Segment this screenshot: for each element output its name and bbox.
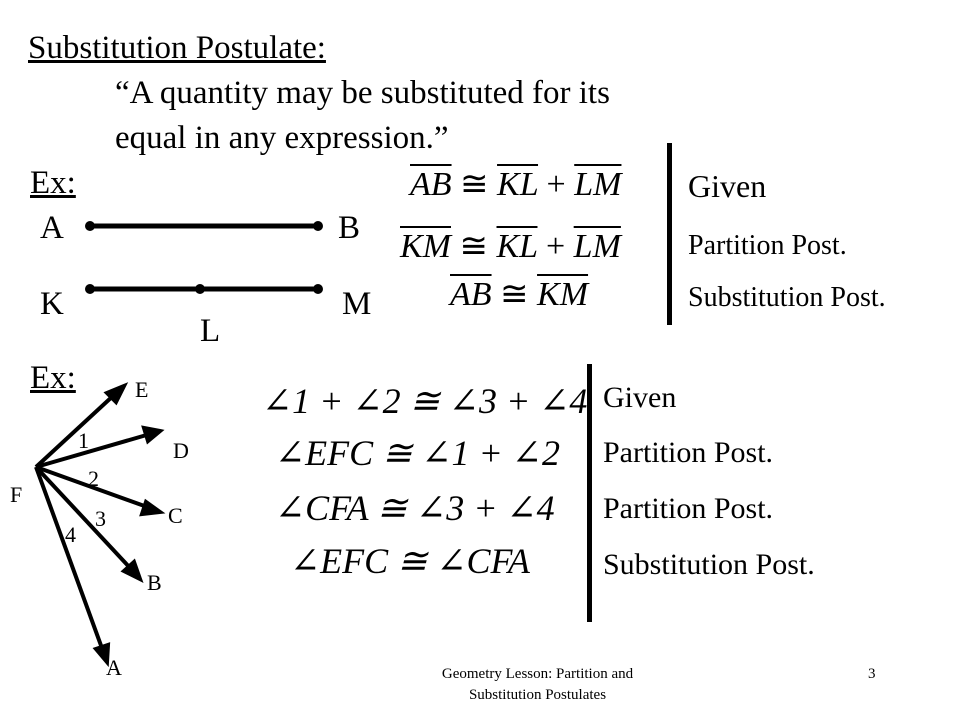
proof1-divider: [667, 143, 672, 325]
proof1-statement-1: $\overline{AB}$ ≅ $\overline{KL} + \overline{LM}$: [410, 166, 622, 203]
postulate-quote-line-1: “A quantity may be substituted for its: [115, 75, 610, 111]
point-l: [195, 284, 205, 294]
page-number: 3: [868, 666, 876, 682]
arrowhead-c: [142, 502, 160, 514]
label-angle-3: 3: [95, 506, 106, 531]
footer-line-2: Substitution Postulates: [468, 687, 607, 703]
label-angle-2: 2: [88, 466, 99, 491]
label-angle-4: 4: [65, 522, 76, 547]
example-2-label: Ex:: [30, 360, 76, 396]
proof1-reason-3: Substitution Post.: [688, 282, 886, 313]
proof2-statement-1: ∠1 + ∠2 ≅ ∠3 + ∠4: [262, 381, 588, 421]
proof2-statement-3: ∠CFA ≅ ∠3 + ∠4: [275, 488, 555, 528]
label-ray-c: C: [168, 503, 183, 528]
point-k: [85, 284, 95, 294]
label-point-l: L: [200, 313, 221, 349]
label-point-a: A: [40, 210, 64, 246]
label-vertex-f: F: [10, 482, 23, 507]
proof1-reason-1: Given: [688, 168, 767, 204]
proof2-reason-3: Partition Post.: [603, 492, 774, 525]
label-angle-1: 1: [78, 428, 89, 453]
label-ray-d: D: [173, 438, 189, 463]
proof2-reason-2: Partition Post.: [603, 436, 774, 469]
label-ray-a: A: [106, 655, 122, 680]
proof1-statement-2: $\overline{KM}$ ≅ $\overline{KL} + \overline{LM}$: [400, 228, 621, 265]
label-ray-b: B: [147, 570, 162, 595]
footer-line-1: Geometry Lesson: Partition and: [441, 666, 634, 682]
point-b: [313, 221, 323, 231]
ray-fa: [36, 467, 103, 651]
proof1-reason-2: Partition Post.: [688, 230, 847, 261]
postulate-title: Substitution Postulate:: [28, 30, 326, 66]
point-a: [85, 221, 95, 231]
proof2-statement-4: ∠EFC ≅ ∠CFA: [290, 541, 530, 581]
proof2-statement-2: ∠EFC ≅ ∠1 + ∠2: [275, 433, 560, 473]
point-m: [313, 284, 323, 294]
label-point-m: M: [342, 286, 372, 322]
label-ray-e: E: [135, 377, 149, 402]
example-1-label: Ex:: [30, 165, 76, 201]
proof2-reason-4: Substitution Post.: [603, 548, 815, 581]
proof2-reason-1: Given: [603, 381, 677, 414]
footer-caption: [395, 664, 680, 706]
proof2-divider: [587, 364, 592, 622]
label-point-b: B: [338, 210, 361, 246]
postulate-quote-line-2: equal in any expression.”: [115, 120, 449, 156]
label-point-k: K: [40, 286, 64, 322]
arrowhead-d: [144, 428, 160, 441]
proof1-statement-3: $\overline{AB}$ ≅ $\overline{KM}$: [450, 276, 589, 313]
